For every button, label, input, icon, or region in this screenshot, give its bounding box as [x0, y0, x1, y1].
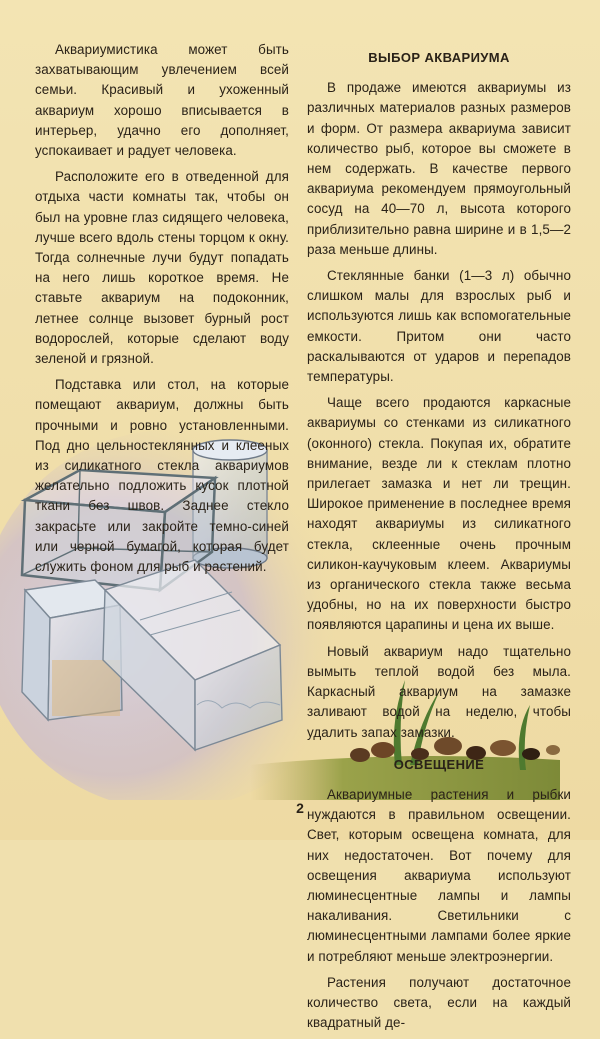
- section-heading-lighting: ОСВЕЩЕНИЕ: [393, 756, 485, 772]
- page-number: 2: [296, 800, 304, 816]
- right-paragraph-4: Новый аквариум надо тщательно вымыть теплой водой без мыла. Каркасный аквариум на замазке заливают водой на неделю, чтобы удалить запах замазки.: [307, 643, 571, 740]
- right-paragraph-6: Растения получают достаточное количество света, если на каждый квадратный де-: [307, 974, 571, 1031]
- left-column: [35, 40, 289, 583]
- right-paragraph-1: В продаже имеются аквариумы из различных материалов разных размеров и форм. От размера аквариума зависит количество рыб, которое вы сможете в нем содержать. В качестве первого аквариума рекомендуем прямоугольный сосуд на 40—70 л, высота которого приблизительно равна ширине и в 1,5—2 раза меньше длины.: [307, 80, 571, 257]
- right-paragraph-5: Аквариумные растения и рыбки нуждаются в правильном освещении. Свет, которым освещена комната, для них недостаточен. Вот почему для освещения аквариума используют люминесцентные лампы и лампы накаливания. Светильники с люминесцентными лампами более яркие и потребляют меньше электроэнергии.: [307, 786, 571, 964]
- section-heading-aquarium-choice: ВЫБОР АКВАРИУМА: [368, 50, 510, 65]
- left-paragraph-1: Аквариумистика может быть захватывающим увлечением всей семьи. Красивый и ухоженный аквариум хорошо вписывается в интерьер, удачно его дополняет, успокаивает и радует человека.: [35, 42, 289, 159]
- right-column: [307, 48, 571, 1039]
- left-paragraph-3: Подставка или стол, на которые помещают аквариум, должны быть прочными и ровно установленными. Под дно цельностеклянных и клееных из силикатного стекла аквариумов желательно подложить кусок плотной ткани без швов. Заднее стекло закрасьте или закройте темно-синей или черной бумагой, которая будет служить фоном для рыб и растений.: [35, 377, 289, 575]
- right-paragraph-3: Чаще всего продаются каркасные аквариумы со стенками из силикатного (оконного) стекла. Покупая их, обратите внимание, везде ли к стеклам плотно прилегает замазка и нет ли трещин. Широкое применение в последнее время находят аквариумы из силикатного стекла, склеенные очень прочным силикон-каучуковым клеем. Аквариумы из органического стекла также весьма удобны, но на их поверхности быстро появляются царапины и цена их выше.: [307, 395, 571, 633]
- left-paragraph-2: Расположите его в отведенной для отдыха части комнаты так, чтобы он был на уровне глаз сидящего человека, лучше всего вдоль стены торцом к окну. Тогда солнечные лучи будут попадать на него лишь короткое время. Не ставьте аквариум на подоконник, летнее солнце вызовет бурный рост водорослей, которые сделают воду зеленой и грязной.: [35, 169, 289, 367]
- right-paragraph-2: Стеклянные банки (1—3 л) обычно слишком малы для взрослых рыб и используются лишь как вспомогательные емкости. Притом они часто раскалываются от ударов и перепадов температуры.: [307, 268, 571, 385]
